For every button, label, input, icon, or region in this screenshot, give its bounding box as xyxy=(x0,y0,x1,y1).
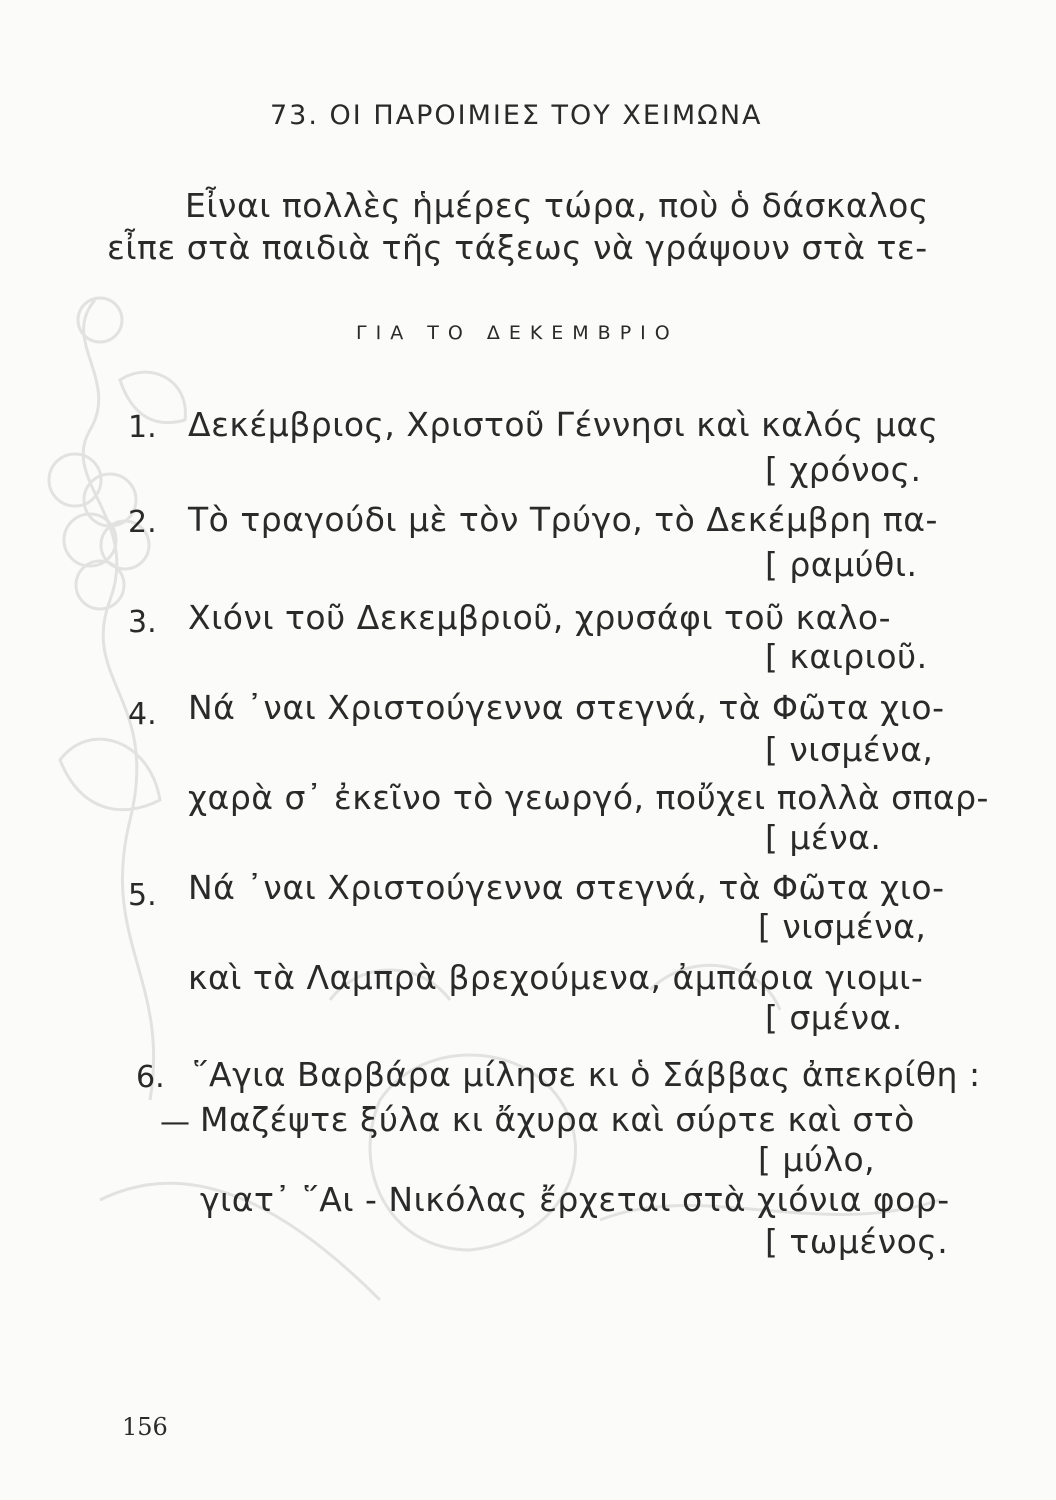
proverb-number: 4. xyxy=(128,697,157,732)
proverb-line: Τὸ τραγούδι μὲ τὸν Τρύγο, τὸ Δεκέμβρη πα- xyxy=(188,500,938,539)
proverb-line: Μαζέψτε ξύλα κι ἄχυρα καὶ σύρτε καὶ στὸ xyxy=(200,1100,915,1139)
proverb-number: 2. xyxy=(128,505,157,540)
proverb-line: Νά ᾽ναι Χριστούγεννα στεγνά, τὰ Φῶτα χιο- xyxy=(188,868,945,907)
proverb-number: 3. xyxy=(128,605,157,640)
proverb-line: Δεκέμβριος, Χριστοῦ Γέννησι καὶ καλός μας xyxy=(188,405,939,444)
proverb-continuation: [ χρόνος. xyxy=(765,450,922,489)
proverb-line: καὶ τὰ Λαμπρὰ βρεχούμενα, ἀμπάρια γιομι- xyxy=(188,958,924,997)
dialogue-dash: — xyxy=(160,1105,190,1140)
proverb-number: 1. xyxy=(128,410,157,445)
chapter-title: 73. ΟΙ ΠΑΡΟΙΜΙΕΣ ΤΟΥ ΧΕΙΜΩΝΑ xyxy=(270,100,763,131)
intro-line-2: εἶπε στὰ παιδιὰ τῆς τάξεως νὰ γράψουν στὰ τε- xyxy=(107,228,928,267)
proverb-line: ῞Αγια Βαρβάρα μίλησε κι ὁ Σάββας ἀπεκρίθη : xyxy=(192,1055,981,1094)
proverb-line: Νά ᾽ναι Χριστούγεννα στεγνά, τὰ Φῶτα χιο- xyxy=(188,688,945,727)
page-number: 156 xyxy=(122,1413,168,1441)
proverb-continuation: [ ραμύθι. xyxy=(765,545,918,584)
proverb-continuation: [ μύλο, xyxy=(758,1140,876,1179)
proverb-line: γιατ᾽ ῞Αι - Νικόλας ἔρχεται στὰ χιόνια φορ- xyxy=(200,1180,950,1219)
proverb-continuation: [ σμένα. xyxy=(765,998,903,1037)
proverb-number: 5. xyxy=(128,878,157,913)
proverb-line: Χιόνι τοῦ Δεκεμβριοῦ, χρυσάφι τοῦ καλο- xyxy=(188,598,891,637)
proverb-continuation: [ τωμένος. xyxy=(765,1222,949,1261)
proverb-line: χαρὰ σ᾽ ἐκεῖνο τὸ γεωργό, ποὔχει πολλὰ σπαρ- xyxy=(188,778,989,817)
section-subheading: ΓΙΑ ΤΟ ΔΕΚΕΜΒΡΙΟ xyxy=(356,322,679,344)
proverb-continuation: [ μένα. xyxy=(765,818,882,857)
proverb-continuation: [ καιριοῦ. xyxy=(765,637,928,676)
proverb-continuation: [ νισμένα, xyxy=(758,907,927,946)
intro-line-1: Εἶναι πολλὲς ἡμέρες τώρα, ποὺ ὁ δάσκαλος xyxy=(185,186,929,225)
proverb-continuation: [ νισμένα, xyxy=(765,730,934,769)
proverb-number: 6. xyxy=(136,1060,165,1095)
